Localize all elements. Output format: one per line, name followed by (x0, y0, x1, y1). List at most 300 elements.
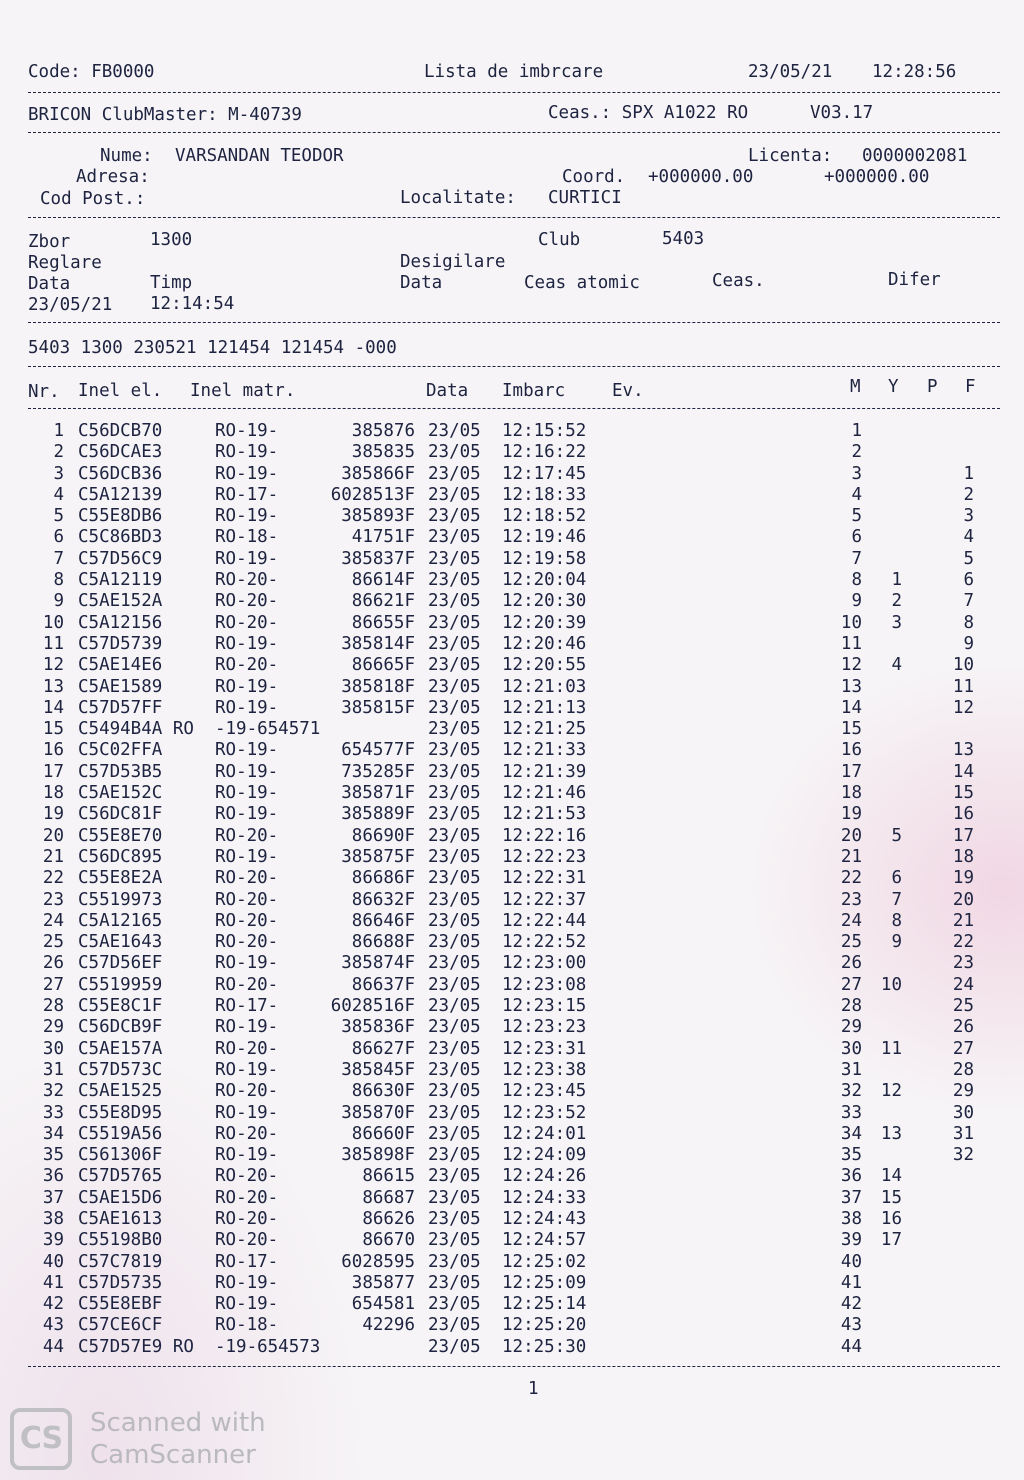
rank-m: 27 (840, 974, 862, 995)
table-row (0, 698, 1024, 719)
col-data: Data (426, 381, 469, 401)
row-number: 9 (53, 591, 64, 612)
row-number: 20 (42, 825, 64, 846)
arrival-time: 12:24:33 (502, 1187, 587, 1208)
licence-number: 0000002081 (862, 146, 968, 166)
ring-prefix: RO-19- (215, 421, 279, 441)
arrival-time: 12:22:23 (502, 846, 587, 867)
row-number: 21 (42, 846, 64, 867)
arrival-time: 12:22:44 (502, 910, 587, 931)
ring-number: 385836F (341, 1017, 415, 1038)
arrival-time: 12:21:53 (502, 804, 587, 825)
rank-y: 9 (891, 932, 902, 953)
row-number: 32 (42, 1081, 64, 1102)
separator-line (28, 408, 1000, 409)
row-number: 1 (53, 421, 64, 441)
page-number: 1 (528, 1379, 539, 1399)
table-row (0, 527, 1024, 548)
flight-label: Zbor (28, 232, 71, 252)
ring-number: 735285F (341, 761, 415, 782)
ring-prefix: RO-17- (215, 484, 279, 505)
rank-f: 27 (952, 1038, 974, 1059)
postcode-label: Cod Post.: (40, 189, 146, 209)
ring-number: 6028595 (341, 1251, 415, 1272)
arrival-date: 23/05 (428, 953, 481, 974)
row-number: 29 (42, 1017, 64, 1038)
rank-f: 11 (952, 676, 974, 697)
ring-prefix: RO-20- (215, 932, 279, 953)
ring-number: 385871F (341, 783, 415, 804)
electronic-ring: C55E8E2A (78, 868, 163, 889)
electronic-ring: C57D573C (78, 1059, 163, 1080)
club-label: Club (538, 230, 581, 250)
arrival-time: 12:24:26 (502, 1166, 587, 1187)
arrival-time: 12:20:04 (502, 570, 587, 591)
rank-f: 16 (952, 804, 974, 825)
table-row (0, 485, 1024, 506)
electronic-ring: C5AE15D6 (78, 1187, 163, 1208)
electronic-ring: C56DC81F (78, 804, 163, 825)
rank-m: 44 (840, 1336, 862, 1357)
ring-number: 86690F (351, 825, 415, 846)
table-row (0, 1124, 1024, 1145)
arrival-date: 23/05 (428, 1123, 481, 1144)
separator-line (28, 1366, 1000, 1367)
col-ev: Ev. (612, 381, 644, 401)
rank-m: 42 (840, 1294, 862, 1315)
arrival-time: 12:16:22 (502, 442, 587, 463)
rank-m: 41 (840, 1272, 862, 1293)
ring-prefix: RO-19- (215, 1272, 279, 1293)
table-row (0, 421, 1024, 442)
ring-number: 86646F (351, 910, 415, 931)
rank-m: 4 (851, 484, 862, 505)
club-number: 5403 (662, 229, 705, 249)
rank-y: 4 (891, 655, 902, 676)
ring-prefix: RO-20- (215, 1230, 279, 1251)
arrival-time: 12:23:23 (502, 1017, 587, 1038)
electronic-ring: C5AE1589 (78, 676, 163, 697)
table-row (0, 570, 1024, 591)
ring-number: 86688F (351, 932, 415, 953)
ring-number: 385814F (341, 633, 415, 654)
row-number: 12 (42, 655, 64, 676)
ring-number: 86630F (351, 1081, 415, 1102)
arrival-date: 23/05 (428, 804, 481, 825)
arrival-date: 23/05 (428, 570, 481, 591)
ring-prefix: RO-20- (215, 1081, 279, 1102)
arrival-date: 23/05 (428, 1145, 481, 1166)
electronic-ring: C5A12156 (78, 612, 163, 633)
electronic-ring: C55E8D95 (78, 1102, 163, 1123)
electronic-ring: C5AE1613 (78, 1208, 163, 1229)
arrival-date: 23/05 (428, 825, 481, 846)
rank-f: 13 (952, 740, 974, 761)
rank-m: 16 (840, 740, 862, 761)
table-row (0, 1166, 1024, 1187)
arrival-date: 23/05 (428, 1081, 481, 1102)
electronic-ring: C5519959 (78, 974, 163, 995)
arrival-date: 23/05 (428, 1166, 481, 1187)
arrival-time: 12:20:46 (502, 633, 587, 654)
arrival-date: 23/05 (428, 740, 481, 761)
electronic-ring: C5AE14E6 (78, 655, 163, 676)
table-row (0, 996, 1024, 1017)
electronic-ring: C55E8E70 (78, 825, 163, 846)
row-number: 34 (42, 1123, 64, 1144)
ring-number: 86655F (351, 612, 415, 633)
data-label-2: Data (400, 273, 443, 293)
summary-line: 5403 1300 230521 121454 121454 -000 (28, 338, 397, 358)
table-row (0, 847, 1024, 868)
ring-prefix: RO-20- (215, 825, 279, 846)
electronic-ring: C5A12139 (78, 484, 163, 505)
separator-line (28, 217, 1000, 218)
row-number: 33 (42, 1102, 64, 1123)
electronic-ring: C57D56EF (78, 953, 163, 974)
difer-label: Difer (888, 270, 941, 290)
electronic-ring: C5AE1643 (78, 932, 163, 953)
ring-prefix: RO-20- (215, 612, 279, 633)
table-row (0, 1081, 1024, 1102)
rank-y: 3 (891, 612, 902, 633)
row-number: 5 (53, 506, 64, 527)
arrival-time: 12:17:45 (502, 463, 587, 484)
arrival-time: 12:22:52 (502, 932, 587, 953)
rank-f: 23 (952, 953, 974, 974)
electronic-ring: C57D53B5 (78, 761, 163, 782)
rank-m: 18 (840, 783, 862, 804)
ring-prefix: RO-19- (215, 1145, 279, 1166)
reglare-label: Reglare (28, 253, 102, 273)
row-number: 16 (42, 740, 64, 761)
ring-number: 385835 (351, 442, 415, 463)
rank-y: 15 (880, 1187, 902, 1208)
electronic-ring: C55198B0 (78, 1230, 163, 1251)
rank-m: 40 (840, 1251, 862, 1272)
ring-number: 86621F (351, 591, 415, 612)
col-m: M (850, 377, 861, 397)
ring-number: 385875F (341, 846, 415, 867)
ring-number: 86627F (351, 1038, 415, 1059)
row-number: 7 (53, 548, 64, 569)
arrival-date: 23/05 (428, 1230, 481, 1251)
arrival-date: 23/05 (428, 442, 481, 463)
rank-m: 25 (840, 932, 862, 953)
row-number: 8 (53, 570, 64, 591)
arrival-date: 23/05 (428, 1336, 481, 1357)
ring-number: 385837F (341, 548, 415, 569)
arrival-time: 12:18:33 (502, 484, 587, 505)
owner-name: VARSANDAN TEODOR (175, 146, 344, 166)
electronic-ring: C5AE157A (78, 1038, 163, 1059)
rank-f: 7 (963, 591, 974, 612)
ring-number: 86686F (351, 868, 415, 889)
timp-label: Timp (150, 273, 193, 293)
licence-label: Licenta: (748, 146, 833, 166)
row-number: 42 (42, 1294, 64, 1315)
electronic-ring: C56DCB70 (78, 421, 163, 441)
ring-prefix: RO-19- (215, 846, 279, 867)
flight-number: 1300 (150, 230, 193, 250)
electronic-ring: C56DCAE3 (78, 442, 163, 463)
rank-f: 6 (963, 570, 974, 591)
ring-prefix: RO-20- (215, 591, 279, 612)
col-imbarc: Imbarc (502, 381, 566, 401)
rank-y: 5 (891, 825, 902, 846)
rank-f: 21 (952, 910, 974, 931)
rank-m: 29 (840, 1017, 862, 1038)
rank-m: 36 (840, 1166, 862, 1187)
electronic-ring: C57D56C9 (78, 548, 163, 569)
ring-number: 385870F (341, 1102, 415, 1123)
ring-prefix: RO-19- (215, 1059, 279, 1080)
rank-m: 34 (840, 1123, 862, 1144)
rank-f: 24 (952, 974, 974, 995)
arrival-date: 23/05 (428, 974, 481, 995)
arrival-date: 23/05 (428, 910, 481, 931)
rank-m: 43 (840, 1315, 862, 1336)
rank-m: 32 (840, 1081, 862, 1102)
arrival-date: 23/05 (428, 1294, 481, 1315)
rank-m: 31 (840, 1059, 862, 1080)
rank-f: 30 (952, 1102, 974, 1123)
ring-number: 385874F (341, 953, 415, 974)
table-row (0, 677, 1024, 698)
rank-f: 32 (952, 1145, 974, 1166)
row-number: 35 (42, 1145, 64, 1166)
rank-m: 39 (840, 1230, 862, 1251)
rank-f: 9 (963, 633, 974, 654)
col-y: Y (888, 377, 899, 397)
electronic-ring: C5AE152A (78, 591, 163, 612)
arrival-time: 12:22:31 (502, 868, 587, 889)
ring-prefix: RO-19- (215, 740, 279, 761)
coord-lat: +000000.00 (648, 167, 754, 187)
electronic-ring: C5519973 (78, 889, 163, 910)
rank-m: 19 (840, 804, 862, 825)
rank-f: 28 (952, 1059, 974, 1080)
row-number: 22 (42, 868, 64, 889)
arrival-time: 12:20:55 (502, 655, 587, 676)
data-label: Data (28, 274, 71, 294)
electronic-ring: C5C02FFA (78, 740, 163, 761)
electronic-ring: C5A12119 (78, 570, 163, 591)
table-row (0, 1017, 1024, 1038)
ring-prefix: RO-19- (215, 761, 279, 782)
table-row (0, 549, 1024, 570)
arrival-date: 23/05 (428, 868, 481, 889)
arrival-date: 23/05 (428, 996, 481, 1017)
row-number: 38 (42, 1208, 64, 1229)
rank-m: 22 (840, 868, 862, 889)
ring-number: 385898F (341, 1145, 415, 1166)
arrival-time: 12:25:02 (502, 1251, 587, 1272)
rank-f: 26 (952, 1017, 974, 1038)
rank-m: 9 (851, 591, 862, 612)
ring-combined: C57D57E9 RO -19-654573 (78, 1336, 321, 1357)
table-row (0, 655, 1024, 676)
electronic-ring: C57D5765 (78, 1166, 163, 1187)
ring-prefix: RO-20- (215, 1123, 279, 1144)
ring-number: 385866F (341, 463, 415, 484)
ring-number: 86626 (362, 1208, 415, 1229)
ring-prefix: RO-18- (215, 1315, 279, 1336)
rank-y: 1 (891, 570, 902, 591)
rank-m: 37 (840, 1187, 862, 1208)
ring-prefix: RO-19- (215, 506, 279, 527)
row-number: 40 (42, 1251, 64, 1272)
arrival-date: 23/05 (428, 1102, 481, 1123)
rank-y: 6 (891, 868, 902, 889)
ring-number: 42296 (362, 1315, 415, 1336)
table-row (0, 1145, 1024, 1166)
table-row (0, 953, 1024, 974)
arrival-date: 23/05 (428, 612, 481, 633)
electronic-ring: C5519A56 (78, 1123, 163, 1144)
electronic-ring: C57C7819 (78, 1251, 163, 1272)
ring-prefix: RO-19- (215, 633, 279, 654)
ring-number: 86632F (351, 889, 415, 910)
table-row (0, 464, 1024, 485)
row-number: 4 (53, 484, 64, 505)
arrival-time: 12:21:25 (502, 719, 587, 740)
ring-number: 385845F (341, 1059, 415, 1080)
table-row (0, 591, 1024, 612)
table-row (0, 890, 1024, 911)
row-number: 39 (42, 1230, 64, 1251)
locality-label: Localitate: (400, 188, 516, 208)
rank-f: 10 (952, 655, 974, 676)
rank-m: 1 (851, 421, 862, 441)
arrival-time: 12:23:52 (502, 1102, 587, 1123)
electronic-ring: C5A12165 (78, 910, 163, 931)
arrival-date: 23/05 (428, 1038, 481, 1059)
table-row (0, 719, 1024, 740)
rank-y: 12 (880, 1081, 902, 1102)
rank-m: 21 (840, 846, 862, 867)
col-f: F (965, 377, 976, 397)
arrival-time: 12:25:14 (502, 1294, 587, 1315)
table-row (0, 932, 1024, 953)
col-inel-matr: Inel matr. (190, 381, 296, 401)
rank-m: 5 (851, 506, 862, 527)
arrival-date: 23/05 (428, 932, 481, 953)
ring-number: 654581 (351, 1294, 415, 1315)
arrival-time: 12:23:38 (502, 1059, 587, 1080)
ring-prefix: RO-19- (215, 1017, 279, 1038)
table-row (0, 826, 1024, 847)
rank-y: 2 (891, 591, 902, 612)
table-row (0, 868, 1024, 889)
arrival-date: 23/05 (428, 506, 481, 527)
electronic-ring: C57CE6CF (78, 1315, 163, 1336)
row-number: 6 (53, 527, 64, 548)
separator-line (28, 92, 1000, 93)
ring-prefix: RO-20- (215, 974, 279, 995)
rank-y: 7 (891, 889, 902, 910)
arrival-time: 12:21:33 (502, 740, 587, 761)
arrival-date: 23/05 (428, 463, 481, 484)
rank-m: 15 (840, 719, 862, 740)
ring-prefix: RO-19- (215, 676, 279, 697)
rank-f: 22 (952, 932, 974, 953)
rank-f: 15 (952, 783, 974, 804)
print-time: 12:28:56 (872, 62, 957, 82)
arrival-time: 12:22:37 (502, 889, 587, 910)
arrival-date: 23/05 (428, 1208, 481, 1229)
row-number: 3 (53, 463, 64, 484)
ring-prefix: RO-20- (215, 655, 279, 676)
arrival-date: 23/05 (428, 697, 481, 718)
table-row (0, 1315, 1024, 1336)
address-label: Adresa: (76, 167, 150, 187)
row-number: 19 (42, 804, 64, 825)
rank-m: 11 (840, 633, 862, 654)
electronic-ring: C56DCB36 (78, 463, 163, 484)
ring-prefix: RO-17- (215, 1251, 279, 1272)
rank-f: 29 (952, 1081, 974, 1102)
ring-number: 654577F (341, 740, 415, 761)
row-number: 15 (42, 719, 64, 740)
ring-number: 385876 (351, 421, 415, 441)
arrival-time: 12:20:39 (502, 612, 587, 633)
ring-prefix: RO-19- (215, 697, 279, 718)
row-number: 31 (42, 1059, 64, 1080)
arrival-date: 23/05 (428, 1059, 481, 1080)
arrival-time: 12:25:09 (502, 1272, 587, 1293)
arrival-date: 23/05 (428, 889, 481, 910)
rank-y: 13 (880, 1123, 902, 1144)
ring-prefix: RO-19- (215, 548, 279, 569)
ring-number: 385877 (351, 1272, 415, 1293)
ring-prefix: RO-19- (215, 953, 279, 974)
arrival-date: 23/05 (428, 548, 481, 569)
locality-value: CURTICI (548, 188, 622, 208)
ring-prefix: RO-20- (215, 1166, 279, 1187)
table-row (0, 634, 1024, 655)
rank-f: 4 (963, 527, 974, 548)
ring-combined: C5494B4A RO -19-654571 (78, 719, 321, 740)
electronic-ring: C5AE1525 (78, 1081, 163, 1102)
rank-f: 31 (952, 1123, 974, 1144)
ring-number: 86665F (351, 655, 415, 676)
ring-number: 86670 (362, 1230, 415, 1251)
rank-f: 14 (952, 761, 974, 782)
row-number: 37 (42, 1187, 64, 1208)
row-number: 14 (42, 697, 64, 718)
arrival-date: 23/05 (428, 527, 481, 548)
name-label: Nume: (100, 146, 153, 166)
table-row (0, 1273, 1024, 1294)
arrival-time: 12:25:20 (502, 1315, 587, 1336)
table-row (0, 762, 1024, 783)
table-row (0, 1294, 1024, 1315)
rank-m: 6 (851, 527, 862, 548)
arrival-time: 12:24:43 (502, 1208, 587, 1229)
row-number: 10 (42, 612, 64, 633)
watermark-line-2: CamScanner (90, 1440, 256, 1470)
rank-m: 30 (840, 1038, 862, 1059)
rank-f: 17 (952, 825, 974, 846)
row-number: 13 (42, 676, 64, 697)
table-row (0, 442, 1024, 463)
rank-y: 8 (891, 910, 902, 931)
rank-y: 11 (880, 1038, 902, 1059)
ring-number: 86660F (351, 1123, 415, 1144)
table-row (0, 1230, 1024, 1251)
clock-info: Ceas.: SPX A1022 RO (548, 103, 749, 123)
